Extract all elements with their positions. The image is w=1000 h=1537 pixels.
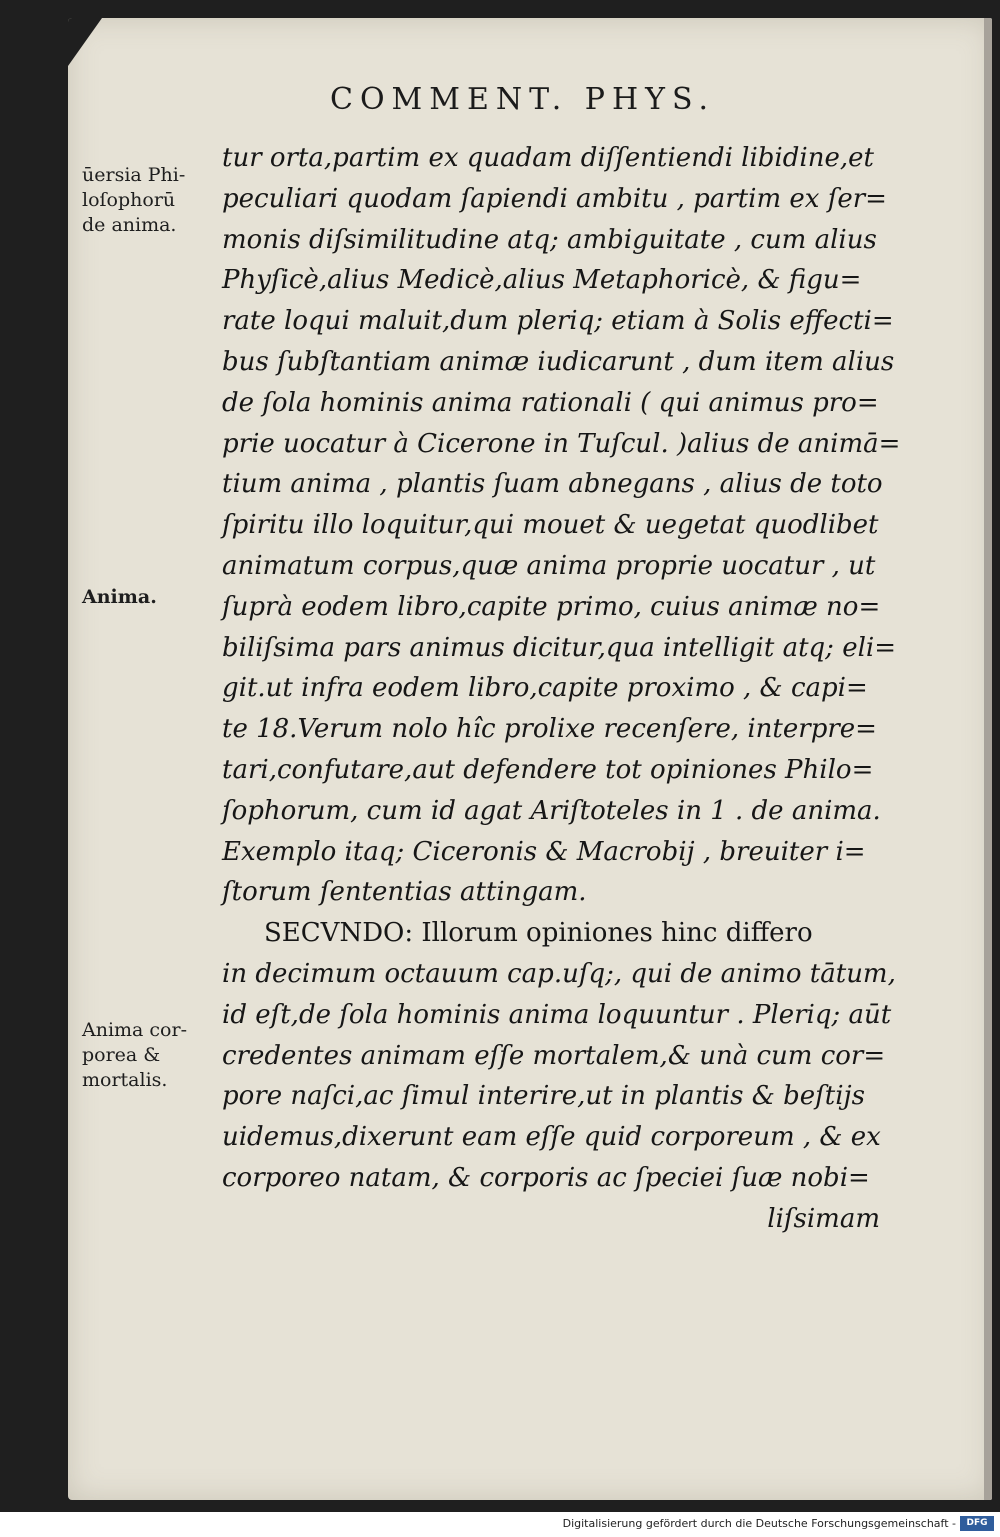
margin-note-line: de anima. xyxy=(82,214,177,236)
text-line: ſuprà eodem libro,capite primo, cuius animæ no= xyxy=(222,591,881,622)
text-line: biliſsima pars animus dicitur,qua intelligit atq; eli= xyxy=(222,632,896,663)
text-line: animatum corpus,quæ anima proprie uocatur , ut xyxy=(222,550,876,581)
text-line: monis diſsimilitudine atq; ambiguitate , cum alius xyxy=(222,224,877,255)
body-text xyxy=(222,138,901,1240)
margin-note-line: Anima. xyxy=(82,586,157,608)
text-line: id eſt,de ſola hominis anima loquuntur . Pleriq; aūt xyxy=(222,999,892,1030)
catchword: liſsimam xyxy=(767,1203,880,1234)
text-line: tari,confutare,aut defendere tot opiniones Philo= xyxy=(222,754,874,785)
text-line: bus ſubſtantiam animæ iudicarunt , dum item alius xyxy=(222,346,895,377)
margin-note-line: porea & xyxy=(82,1044,161,1066)
margin-note-anima-corporea xyxy=(82,1018,222,1093)
text-line: tium anima , plantis ſuam abnegans , alius de toto xyxy=(222,469,883,500)
text-line: Phyſicè,alius Medicè,alius Metaphoricè, & figu= xyxy=(222,265,862,296)
text-line: de ſola hominis anima rationali ( qui animus pro= xyxy=(222,387,879,418)
margin-note-controversia xyxy=(82,163,222,238)
running-title: COMMENT. PHYS. xyxy=(330,82,715,117)
text-line: rate loqui maluit,dum pleriq; etiam à Solis effecti= xyxy=(222,306,894,337)
text-line: ſophorum, cum id agat Ariſtoteles in 1 . de anima. xyxy=(222,795,881,826)
text-line: git.ut infra eodem libro,capite proximo , & capi= xyxy=(222,673,868,704)
text-line: ſtorum ſententias attingam. xyxy=(222,877,587,908)
dfg-logo-icon: DFG xyxy=(960,1516,994,1531)
text-line: pore naſci,ac ſimul interire,ut in plantis & beſtijs xyxy=(222,1081,865,1112)
text-line: ſpiritu illo loquitur,qui mouet & uegetat quodlibet xyxy=(222,510,879,541)
folded-corner xyxy=(68,18,102,66)
margin-note-line: loſophorū xyxy=(82,189,176,211)
text-line: Exemplo itaq; Ciceronis & Macrobij , breuiter i= xyxy=(222,836,866,867)
margin-note-line: Anima cor- xyxy=(82,1019,188,1041)
margin-note-line: ūersia Phi- xyxy=(82,164,186,186)
margin-note-line: mortalis. xyxy=(82,1069,168,1091)
funding-credit: Digitalisierung gefördert durch die Deutsche Forschungsgemeinschaft - xyxy=(562,1517,956,1530)
page-edge xyxy=(984,18,992,1500)
text-line: uidemus,dixerunt eam eſſe quid corporeum , & ex xyxy=(222,1122,881,1153)
text-line: te 18.Verum nolo hîc prolixe recenſere, interpre= xyxy=(222,714,877,745)
text-line: SECVNDO: Illorum opiniones hinc differo xyxy=(264,918,813,949)
text-line: credentes animam eſſe mortalem,& unà cum cor= xyxy=(222,1040,886,1071)
margin-note-anima xyxy=(82,585,222,610)
text-line: peculiari quodam ſapiendi ambitu , partim ex ſer= xyxy=(222,183,887,214)
text-line: in decimum octauum cap.uſq;, qui de animo tātum, xyxy=(222,958,896,989)
footer-bar xyxy=(0,1512,1000,1537)
text-line: corporeo natam, & corporis ac ſpeciei ſuæ nobi= xyxy=(222,1162,870,1193)
text-line: prie uocatur à Cicerone in Tuſcul. )alius de animā= xyxy=(222,428,901,459)
text-line: tur orta,partim ex quadam diſſentiendi libidine,et xyxy=(222,143,874,173)
